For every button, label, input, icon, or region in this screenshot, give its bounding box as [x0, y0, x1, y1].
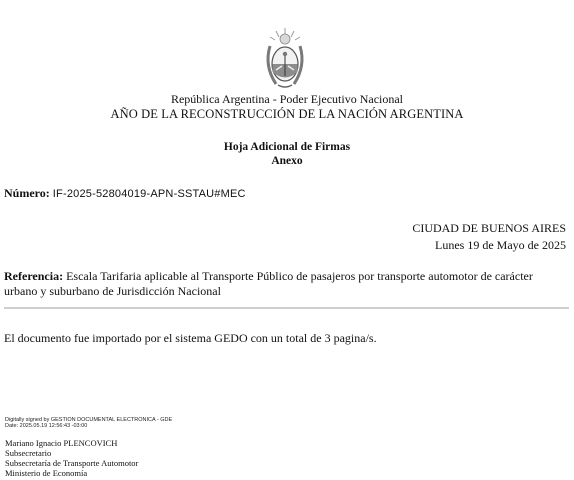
document-title: Hoja Adicional de Firmas	[223, 141, 351, 153]
signer-name: Mariano Ignacio PLENCOVICH	[5, 438, 118, 448]
argentina-coat-of-arms-icon	[262, 26, 308, 92]
signer-block	[5, 438, 138, 478]
signer-ministry: Ministerio de Economía	[5, 468, 88, 478]
body-text: El documento fue importado por el sistema GEDO con un total de 3 pagina/s.	[4, 331, 377, 345]
reference	[4, 269, 566, 299]
reference-label: Referencia:	[4, 269, 64, 283]
number-label: Número:	[4, 186, 50, 200]
signer-unit: Subsecretaría de Transporte Automotor	[5, 458, 139, 468]
document-number	[4, 186, 246, 201]
number-value: IF-2025-52804019-APN-SSTAU#MEC	[52, 188, 246, 200]
city: CIUDAD DE BUENOS AIRES	[412, 221, 566, 235]
digital-signature-line: Digitally signed by GESTION DOCUMENTAL ELECTRONICA - GDE	[5, 417, 173, 423]
date: Lunes 19 de Mayo de 2025	[435, 238, 566, 252]
government-heading: República Argentina - Poder Ejecutivo Nacional	[170, 92, 404, 106]
document-title-block	[0, 140, 574, 168]
year-motto: AÑO DE LA RECONSTRUCCIÓN DE LA NACIÓN ARGENTINA	[110, 107, 464, 121]
divider	[4, 307, 569, 309]
reference-text: Escala Tarifaria aplicable al Transporte Público de pasajeros por transporte automotor de carácter urbano y suburbano de Jurisdicción Nacional	[4, 269, 533, 298]
digital-signature-date: Date: 2025.05.19 12:56:43 -03:00	[5, 423, 88, 429]
document-subtitle: Anexo	[271, 155, 303, 167]
signer-role: Subsecretario	[5, 448, 52, 458]
digital-signature-stamp	[5, 417, 172, 429]
